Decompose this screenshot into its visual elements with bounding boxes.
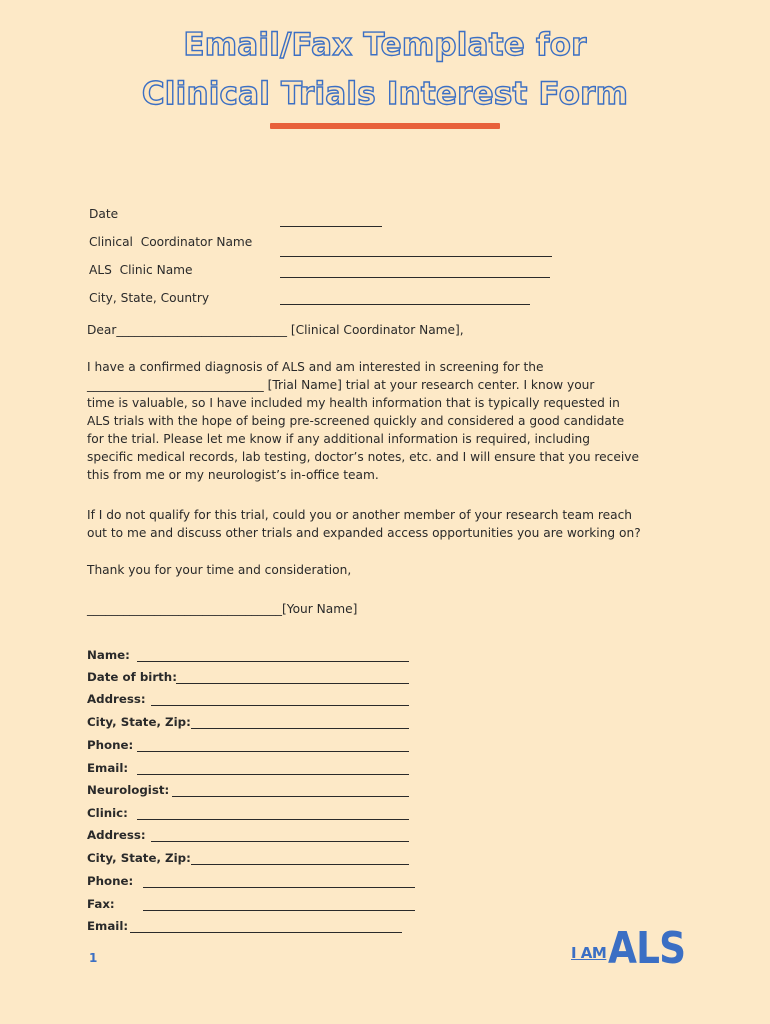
logo-iam: I AM [571,944,607,962]
info-email-field[interactable] [137,774,409,775]
signature-line[interactable]: ________________________________[Your Name] [87,602,358,616]
form-title-line1: Email/Fax Template for [183,27,587,63]
info-fax-label: Fax: [87,897,115,911]
paragraph-2: If I do not qualify for this trial, could you or another member of your research team reach out to me and discuss other trials and expanded access opportunities you are working on? [87,508,641,540]
info-email-label: Email: [87,761,129,775]
info-dob-field[interactable] [176,683,409,684]
info-phone-field[interactable] [137,751,409,752]
info-city-state-zip-field[interactable] [191,728,409,729]
salutation: Dear____________________________ [Clinical Coordinator Name], [87,323,464,337]
clinic-name-label: ALS Clinic Name [89,263,193,277]
info-fax-field[interactable] [143,910,415,911]
closing: Thank you for your time and consideration, [87,563,352,577]
coordinator-name-field[interactable] [280,256,552,257]
info-phone-label: Phone: [87,738,134,752]
date-field[interactable] [280,226,382,227]
date-label: Date [89,207,119,221]
info-clinic-city-state-zip-field[interactable] [191,864,409,865]
info-neurologist-label: Neurologist: [87,783,170,797]
info-clinic-address-field[interactable] [151,841,409,842]
city-state-country-field[interactable] [280,304,530,305]
info-clinic-email-label: Email: [87,919,129,933]
paragraph-1: I have a confirmed diagnosis of ALS and am interested in screening for the _____________________________ [Trial Name] trial at your research center. I know your time is valuable, so I have included my health information that is typically requested in ALS trials with the hope of being pre-screened quickly and considered a good candidate for the trial. Please let me know if any additional information is required, including specific medical records, lab testing, doctor’s notes, etc. and I will ensure that you receive this from me or my neurologist’s in-office team. [87,360,639,482]
info-city-state-zip-label: City, State, Zip: [87,715,191,729]
info-clinic-city-state-zip-label: City, State, Zip: [87,851,191,865]
title-underline [270,123,500,129]
info-name-label: Name: [87,648,130,662]
info-clinic-phone-field[interactable] [143,887,415,888]
info-address-label: Address: [87,692,146,706]
clinic-name-field[interactable] [280,277,550,278]
info-clinic-phone-label: Phone: [87,874,134,888]
info-name-field[interactable] [137,661,409,662]
city-state-country-label: City, State, Country [89,291,210,305]
info-clinic-label: Clinic: [87,806,128,820]
coordinator-name-label: Clinical Coordinator Name [89,235,253,249]
info-dob-label: Date of birth: [87,670,177,684]
info-clinic-field[interactable] [137,819,409,820]
info-clinic-address-label: Address: [87,828,146,842]
logo-als: ALS [608,923,686,974]
page-number: 1 [89,951,98,965]
info-clinic-email-field[interactable] [130,932,402,933]
info-neurologist-field[interactable] [172,796,409,797]
form-title-line2: Clinical Trials Interest Form [141,76,629,112]
info-address-field[interactable] [151,705,409,706]
